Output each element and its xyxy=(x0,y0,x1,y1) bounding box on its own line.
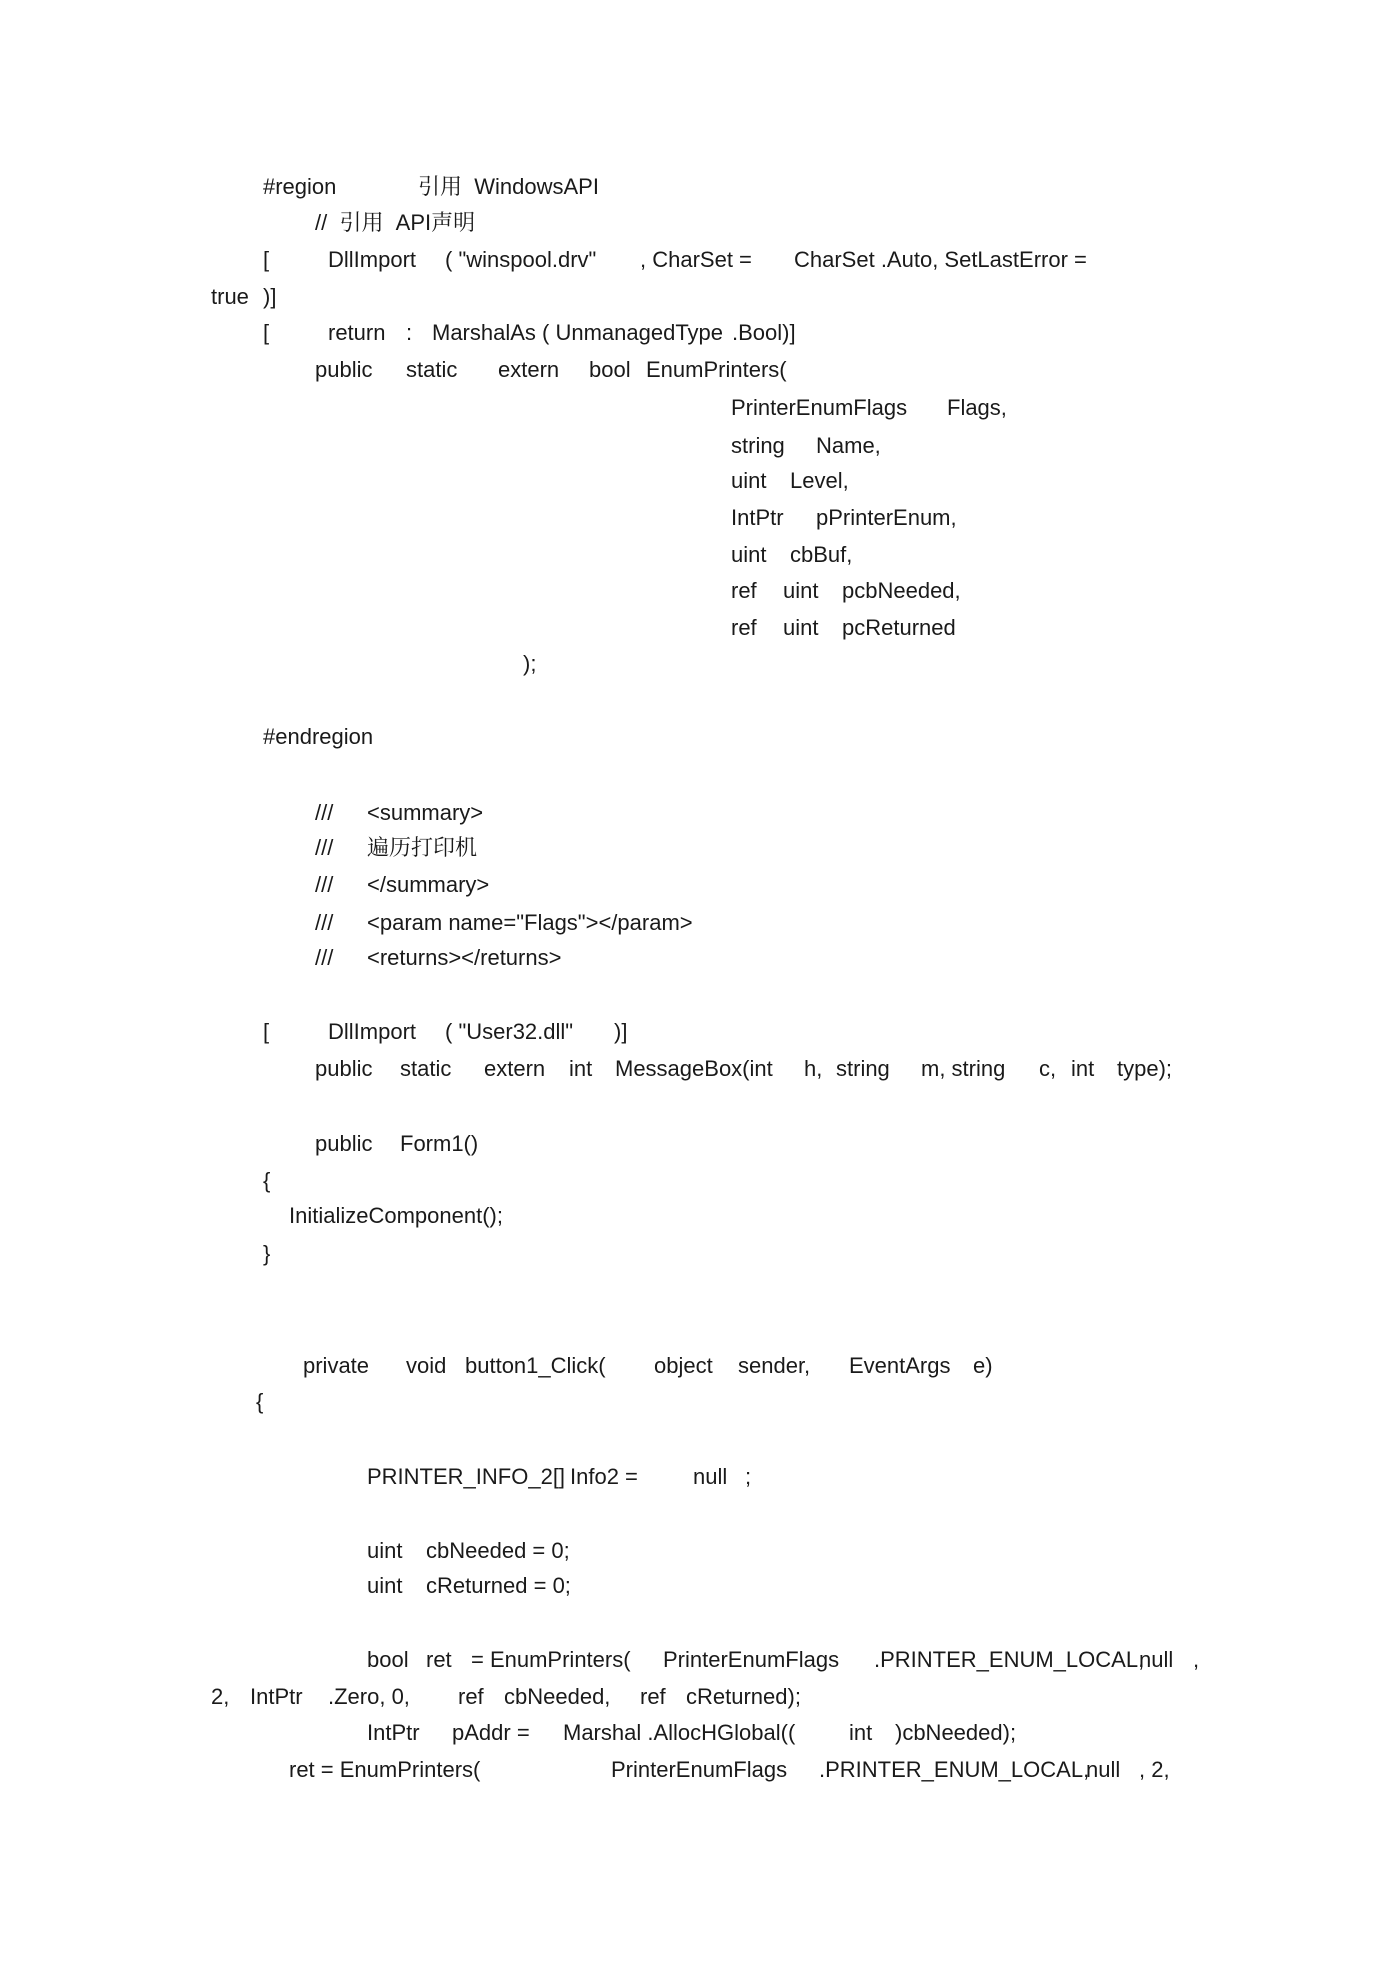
code-comment: /// xyxy=(315,910,334,935)
code-line xyxy=(0,468,1398,493)
code-line xyxy=(0,210,1398,235)
code-line xyxy=(0,1647,1398,1672)
code-token: m, string xyxy=(921,1056,1006,1081)
code-token: pAddr = xyxy=(452,1720,530,1745)
code-token: pcReturned xyxy=(842,615,956,640)
code-line xyxy=(0,395,1398,420)
code-token: null xyxy=(693,1464,728,1489)
code-token: Marshal .AllocHGlobal(( xyxy=(563,1720,796,1745)
code-comment: /// xyxy=(315,800,334,825)
code-token: )] xyxy=(614,1019,628,1044)
code-line xyxy=(0,800,1398,825)
code-token: MarshalAs ( UnmanagedType xyxy=(432,320,724,345)
code-token: .PRINTER_ENUM_LOCAL, xyxy=(874,1647,1145,1672)
code-comment: 遍历打印机 xyxy=(367,835,478,860)
code-token: IntPtr xyxy=(250,1684,303,1709)
code-token: .PRINTER_ENUM_LOCAL, xyxy=(819,1757,1090,1782)
code-token: object xyxy=(654,1353,713,1378)
code-token: ref xyxy=(640,1684,666,1709)
code-line xyxy=(0,1757,1398,1782)
code-token: null xyxy=(1139,1647,1174,1672)
code-line xyxy=(0,724,1398,749)
code-line xyxy=(0,505,1398,530)
code-token: public xyxy=(315,1131,373,1156)
code-line xyxy=(0,1573,1398,1598)
code-token: extern xyxy=(498,357,560,382)
code-token: h, xyxy=(804,1056,823,1081)
code-token: uint xyxy=(731,542,767,567)
code-token: ref xyxy=(731,578,757,603)
code-token: cbNeeded, xyxy=(504,1684,611,1709)
code-token: : xyxy=(406,320,413,345)
code-token: int xyxy=(1071,1056,1095,1081)
code-line xyxy=(0,872,1398,897)
code-comment: /// xyxy=(315,945,334,970)
code-token: int xyxy=(849,1720,873,1745)
code-token: uint xyxy=(731,468,767,493)
code-line xyxy=(0,1353,1398,1378)
code-token: bool xyxy=(367,1647,409,1672)
code-token: InitializeComponent(); xyxy=(289,1203,503,1228)
code-token: [ xyxy=(263,247,270,272)
code-token: 2, xyxy=(211,1684,230,1709)
code-line xyxy=(0,651,1398,676)
code-line xyxy=(0,247,1398,272)
code-token: string xyxy=(731,433,785,458)
code-token: true xyxy=(211,284,249,309)
code-line xyxy=(0,1019,1398,1044)
code-token: return xyxy=(328,320,386,345)
code-comment: <summary> xyxy=(367,800,484,825)
code-token: extern xyxy=(484,1056,546,1081)
code-token: cReturned); xyxy=(686,1684,801,1709)
code-token: static xyxy=(400,1056,452,1081)
code-token: = EnumPrinters( xyxy=(471,1647,631,1672)
code-token: IntPtr xyxy=(367,1720,420,1745)
code-token: [ xyxy=(263,320,270,345)
code-token: Form1() xyxy=(400,1131,479,1156)
code-comment: <param name="Flags"></param> xyxy=(367,910,693,935)
code-token: void xyxy=(406,1353,447,1378)
code-comment: </summary> xyxy=(367,872,490,897)
code-line xyxy=(0,1203,1398,1228)
code-line xyxy=(0,542,1398,567)
code-line xyxy=(0,945,1398,970)
code-token: private xyxy=(303,1353,370,1378)
code-comment: /// xyxy=(315,872,334,897)
code-token: PrinterEnumFlags xyxy=(611,1757,788,1782)
code-line xyxy=(0,1464,1398,1489)
code-comment: <returns></returns> xyxy=(367,945,562,970)
code-token: public xyxy=(315,357,373,382)
code-line xyxy=(0,615,1398,640)
code-token: null xyxy=(1086,1757,1121,1782)
code-token: , CharSet = xyxy=(640,247,752,272)
code-token: cbBuf, xyxy=(790,542,853,567)
code-token: { xyxy=(256,1389,264,1414)
code-line xyxy=(0,578,1398,603)
code-token: DllImport xyxy=(328,247,417,272)
code-token: 引用 WindowsAPI xyxy=(418,174,599,199)
code-token: )] xyxy=(263,284,277,309)
code-token: bool xyxy=(589,357,631,382)
code-token: , 2, xyxy=(1139,1757,1170,1782)
code-token: IntPtr xyxy=(731,505,784,530)
code-token: sender, xyxy=(738,1353,811,1378)
code-token: ret xyxy=(426,1647,452,1672)
code-token: cReturned = 0; xyxy=(426,1573,571,1598)
code-token: .Zero, 0, xyxy=(328,1684,410,1709)
code-token: .Bool)] xyxy=(732,320,796,345)
code-token: ref xyxy=(731,615,757,640)
code-line xyxy=(0,1056,1398,1081)
code-token: MessageBox(int xyxy=(615,1056,773,1081)
code-line xyxy=(0,910,1398,935)
code-token: uint xyxy=(367,1573,403,1598)
code-token: public xyxy=(315,1056,373,1081)
code-token: ref xyxy=(458,1684,484,1709)
code-token: PRINTER_INFO_2[] xyxy=(367,1464,566,1489)
code-line xyxy=(0,835,1398,860)
code-token: EnumPrinters( xyxy=(646,357,787,382)
code-token: pPrinterEnum, xyxy=(816,505,957,530)
code-token: { xyxy=(263,1168,271,1193)
code-token: )cbNeeded); xyxy=(895,1720,1017,1745)
code-token: PrinterEnumFlags xyxy=(663,1647,840,1672)
code-comment: /// xyxy=(315,835,334,860)
code-token: ( "User32.dll" xyxy=(445,1019,574,1044)
code-token: ret = EnumPrinters( xyxy=(289,1757,481,1782)
code-comment: // 引用 API声明 xyxy=(315,210,476,235)
code-token: uint xyxy=(783,578,819,603)
code-line xyxy=(0,1684,1398,1709)
code-token: PrinterEnumFlags xyxy=(731,395,908,420)
code-token: Level, xyxy=(790,468,849,493)
code-token: [ xyxy=(263,1019,270,1044)
code-line xyxy=(0,1241,1398,1266)
code-token: Info2 = xyxy=(570,1464,638,1489)
code-token: button1_Click( xyxy=(465,1353,606,1378)
code-token: #region xyxy=(263,174,337,199)
code-token: type); xyxy=(1117,1056,1173,1081)
code-line xyxy=(0,1720,1398,1745)
code-line xyxy=(0,320,1398,345)
code-line xyxy=(0,357,1398,382)
code-token: CharSet .Auto, SetLastError = xyxy=(794,247,1087,272)
code-line xyxy=(0,1389,1398,1414)
code-token: string xyxy=(836,1056,890,1081)
code-token: , xyxy=(1193,1647,1200,1672)
code-token: ; xyxy=(745,1464,752,1489)
code-token: } xyxy=(263,1241,271,1266)
code-line xyxy=(0,1168,1398,1193)
code-token: cbNeeded = 0; xyxy=(426,1538,570,1563)
code-token: DllImport xyxy=(328,1019,417,1044)
code-token: EventArgs xyxy=(849,1353,951,1378)
code-token: pcbNeeded, xyxy=(842,578,961,603)
code-token: ( "winspool.drv" xyxy=(445,247,597,272)
code-token: Name, xyxy=(816,433,881,458)
code-line xyxy=(0,1131,1398,1156)
code-token: ); xyxy=(523,651,537,676)
code-line xyxy=(0,433,1398,458)
code-token: e) xyxy=(973,1353,993,1378)
code-token: #endregion xyxy=(263,724,374,749)
code-token: uint xyxy=(367,1538,403,1563)
code-token: c, xyxy=(1039,1056,1057,1081)
code-token: Flags, xyxy=(947,395,1007,420)
code-line xyxy=(0,174,1398,199)
code-token: int xyxy=(569,1056,593,1081)
code-token: uint xyxy=(783,615,819,640)
code-line xyxy=(0,284,1398,309)
code-line xyxy=(0,1538,1398,1563)
code-token: static xyxy=(406,357,458,382)
